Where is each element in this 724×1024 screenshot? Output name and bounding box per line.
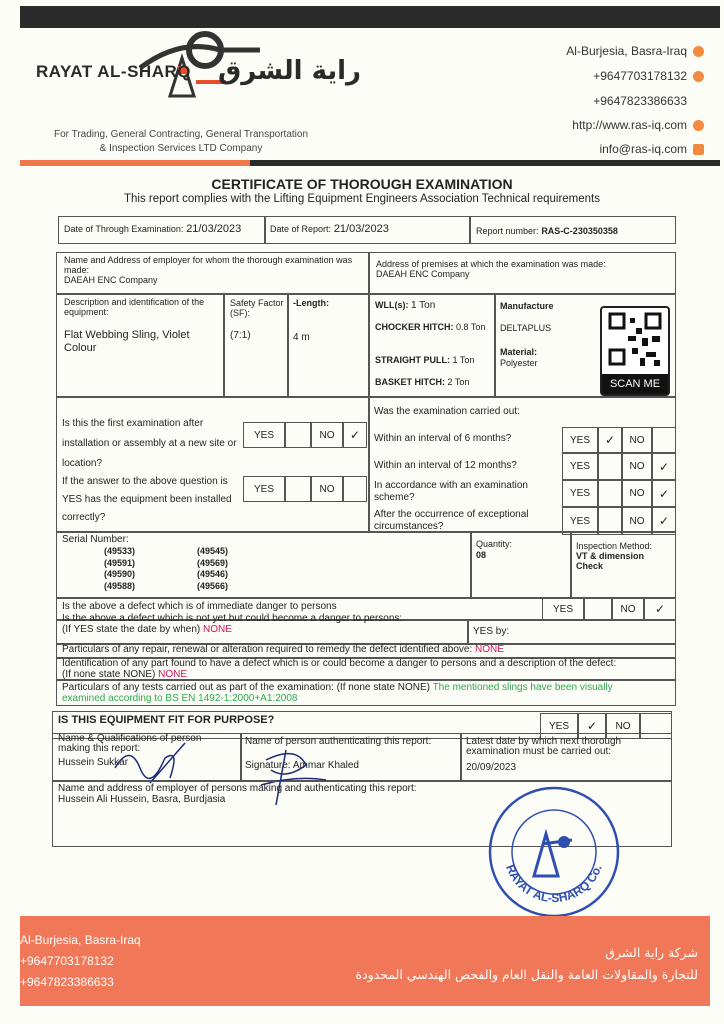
installed-yes[interactable]: YES [243,476,285,502]
stamp-text: RAYAT AL-SHARQ Co. [503,862,605,906]
serial-number: (49545) [197,546,229,556]
qr-pattern-icon [602,308,668,374]
basket-hitch [375,377,469,387]
quantity-label: Quantity: [476,539,513,549]
certificate-subtitle: This report complies with the Lifting Equipment Engineers Association Technical requirements [123,193,600,205]
contact-phone-1 [593,69,704,83]
divider [470,532,472,598]
installed-no-box[interactable] [343,476,367,502]
scheme-no-check[interactable]: ✓ [652,480,676,507]
basket-label: BASKET HITCH: [375,377,445,387]
danger-question: Is the above a defect which is of immediate danger to persons [62,601,337,612]
serial-list-2 [197,546,228,592]
identification-none: NONE [158,668,188,680]
employer-label: Name and Address of employer for whom the thorough examination was made: [64,255,353,275]
qualifications-value: Hussein Sukkar [58,757,129,768]
footer-address: Al-Burjesia, Basra-Iraq [20,933,141,947]
first-exam-no-check[interactable]: ✓ [343,422,367,448]
fit-yes-check[interactable]: ✓ [578,713,606,739]
brand-name-arabic: راية الشرق [218,56,362,86]
report-date-value: 21/03/2023 [333,223,389,235]
inspection-value: VT & dimension Check [576,551,645,571]
straight-label: STRAIGHT PULL: [375,355,450,365]
manufacture-value: DELTAPLUS [500,323,552,333]
fit-no[interactable]: NO [606,713,640,739]
six-months-yes-check[interactable]: ✓ [598,427,622,453]
danger-no[interactable]: NO [612,598,644,620]
twelve-months-yes-box[interactable] [598,453,622,480]
divider [460,733,462,781]
identification-field [62,659,616,680]
twelve-months-no-check[interactable]: ✓ [652,453,676,480]
divider [264,216,266,244]
contact-phone-2-text: +9647823386633 [593,94,687,108]
next-exam-label: Latest date by which next thorough examination must be carried out: [466,736,622,757]
exceptional-no[interactable]: NO [622,507,652,535]
footer-phone-1: +9647703178132 [20,954,114,968]
description-value: Flat Webbing Sling, Violet Colour [64,329,190,354]
brand-name: RAYAT AL-SHARQ [36,62,191,81]
tests-label: Particulars of any tests carried out as part of the examination: (If none state NONE) [62,682,430,693]
scan-me-label: SCAN ME [602,374,668,394]
installed-question: If the answer to the above question is YES has the equipment been installed correctly? [62,476,232,523]
basket-value: 2 Ton [447,377,470,387]
certificate-title: CERTIFICATE OF THOROUGH EXAMINATION [211,176,513,192]
choker-hitch [375,322,490,332]
danger-yes[interactable]: YES [542,598,584,620]
wll [375,300,435,312]
exceptional-no-check[interactable]: ✓ [652,507,676,535]
divider [240,733,242,781]
footer-company-name-ar: شركة راية الشرق [605,945,698,960]
footer-company-desc-ar: للتجارة والمقاولات العامة والنقل العام والفحص الهندسي المحدودة [355,967,698,982]
future-danger-text: Is the above a defect which is not yet but could become a danger to persons: [62,613,403,624]
serial-label: Serial Number: [62,534,129,545]
contact-email [599,142,704,156]
exceptional-yes-box[interactable] [598,507,622,535]
material-label: Material: [500,347,538,357]
serial-list-1 [104,546,135,592]
serial-number: (49569) [197,557,229,568]
length-value: 4 m [293,332,310,343]
authenticating-value: Signature: Ammar Khaled [245,760,359,771]
serial-number: (49588) [104,580,136,591]
divider [469,216,471,244]
qualifications-label: Name & Qualifications of person making this report: [58,733,202,754]
description-label: Description and identification of the equipment: [64,297,205,317]
qr-code[interactable] [600,306,670,396]
report-date-label: Date of Report: [270,224,332,234]
exam-date-value: 21/03/2023 [186,223,242,235]
scheme-no[interactable]: NO [622,480,652,507]
inspection-label: Inspection Method: [576,541,653,551]
twelve-months-question: Within an interval of 12 months? [374,460,517,471]
length-label: -Length: [293,298,329,308]
next-exam-value: 20/09/2023 [466,762,517,773]
exceptional-question: After the occurrence of exceptional circumstances? [374,509,529,532]
future-danger-text-2: (If YES state the date by when) [62,623,201,635]
fit-yes[interactable]: YES [540,713,578,739]
premises-label: Address of premises at which the examination was made: [376,259,606,269]
quantity-value: 08 [476,550,487,560]
footer-company-arabic [356,942,698,986]
manufacture-label: Manufacture [500,301,554,311]
tests-field [62,682,662,704]
future-danger-none: NONE [203,623,232,635]
report-number-value: RAS-C-230350358 [541,226,618,236]
report-number [476,226,618,238]
safety-factor-value: (7:1) [230,330,251,341]
wll-value: 1 Ton [411,300,436,311]
repair-label: Particulars of any repair, renewal or alteration required to remedy the defect identified above: [62,644,473,655]
globe-icon [693,120,704,131]
serial-number: (49546) [197,569,229,579]
installed-yes-box[interactable] [285,476,311,502]
material-value: Polyester [500,358,538,368]
twelve-months-yes[interactable]: YES [562,453,598,480]
repair-field [62,645,504,655]
contact-website [572,118,704,132]
header-divider-accent [20,160,250,166]
repair-none: NONE [475,644,504,655]
employer-persons-value: Hussein Ali Hussein, Basra, Burdjasia [58,794,226,805]
twelve-months-no[interactable]: NO [622,453,652,480]
header-bar [20,6,720,28]
contact-address-text: Al-Burjesia, Basra-Iraq [566,44,687,58]
exam-date [64,223,241,236]
six-months-question: Within an interval of 6 months? [374,433,512,444]
contact-address [566,44,704,58]
footer-contacts [20,930,141,993]
serial-number: (49591) [104,557,136,568]
employer-value: DAEAH ENC Company [64,275,158,285]
divider [56,293,676,295]
installed-no[interactable]: NO [311,476,343,502]
company-stamp [486,784,622,920]
scheme-yes[interactable]: YES [562,480,598,507]
first-exam-yes[interactable]: YES [243,422,285,448]
mail-icon [693,144,704,155]
first-exam-no[interactable]: NO [311,422,343,448]
phone-icon [693,71,704,82]
first-exam-yes-box[interactable] [285,422,311,448]
contact-phone-text: +9647703178132 [593,69,687,83]
brand-tagline [36,128,326,156]
six-months-yes[interactable]: YES [562,427,598,453]
authenticating-label: Name of person authenticating this report: [245,736,432,747]
divider [368,396,370,532]
danger-no-check[interactable]: ✓ [644,598,676,620]
scheme-yes-box[interactable] [598,480,622,507]
contact-phone-2 [593,94,687,108]
exceptional-yes[interactable]: YES [562,507,598,535]
report-date [270,223,389,236]
contact-email-text: info@ras-iq.com [599,142,687,156]
tests-value: The mentioned slings have been visually [432,682,613,693]
identification-label: Identification of any part found to have a defect which is or could become a danger to persons and a description of the defect: [62,658,617,669]
six-months-no-box[interactable] [652,427,676,453]
safety-factor-label: Safety Factor (SF): [230,298,284,318]
choker-label: CHOCKER HITCH: [375,322,454,332]
divider [467,620,469,644]
scheme-question: In accordance with an examination scheme? [374,480,528,503]
serial-number: (49566) [197,580,229,591]
header-divider-dark [250,160,720,166]
straight-value: 1 Ton [452,355,475,365]
first-exam-question: Is this the first examination after installation or assembly at a new site or location? [62,418,237,469]
serial-number: (49533) [104,546,136,556]
identification-label-2: (If none state NONE) [62,668,156,680]
six-months-no[interactable]: NO [622,427,652,453]
premises-value: DAEAH ENC Company [376,269,470,279]
location-icon [693,46,704,57]
future-danger-question [62,614,402,635]
serial-number: (49590) [104,569,136,579]
divider [287,293,289,396]
carried-out-label: Was the examination carried out: [374,406,520,417]
contact-website-text: http://www.ras-iq.com [572,118,687,132]
yes-by-label: YES by: [473,626,510,637]
exam-date-label: Date of Through Examination: [64,224,184,234]
divider [570,532,572,598]
report-number-label: Report number: [476,226,539,236]
choker-value: 0.8 Ton [456,322,486,332]
divider [56,396,676,398]
wll-label: WLL(s): [375,300,409,310]
employer-persons-label: Name and address of employer of persons making and authenticating this report: [58,783,417,794]
tests-value-2: examined according to BS EN 1492-1:2000+A1:2008 [62,693,298,704]
tagline-line-2: & Inspection Services LTD Company [99,143,263,154]
footer-phone-2: +9647823386633 [20,975,114,989]
straight-pull [375,355,474,365]
divider [223,293,225,396]
divider [368,252,370,396]
danger-yes-box[interactable] [584,598,612,620]
divider [494,293,496,396]
tagline-line-1: For Trading, General Contracting, General Transportation [53,129,309,140]
fit-question: IS THIS EQUIPMENT FIT FOR PURPOSE? [58,714,275,726]
